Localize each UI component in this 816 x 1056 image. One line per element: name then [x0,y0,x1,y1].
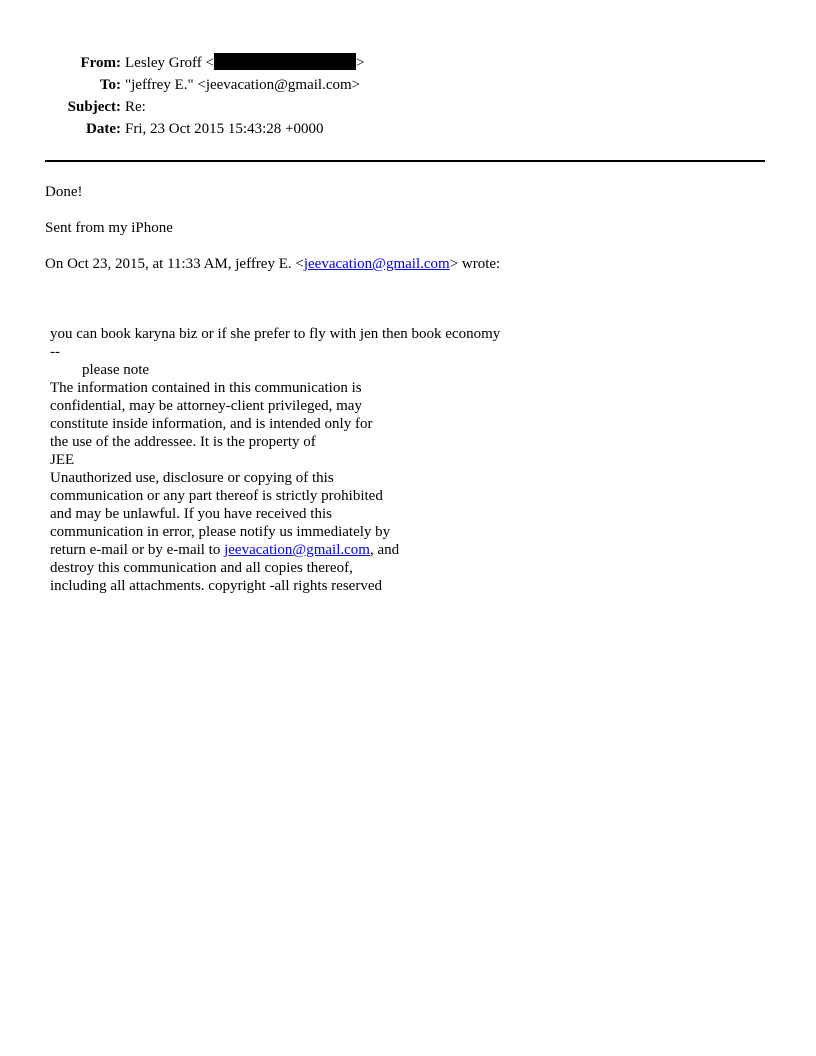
disclaimer-line: communication in error, please notify us immediately by [50,524,391,540]
disclaimer-line: and may be unlawful. If you have received this [50,506,332,522]
disclaimer-line: including all attachments. copyright -all rights reserved [50,578,382,594]
subject-label: Subject: [67,99,121,115]
disclaimer-line: The information contained in this communication is [50,380,362,396]
disclaimer-line: destroy this communication and all copies thereof, [50,560,353,576]
body-line-signature: Sent from my iPhone [45,220,173,236]
please-note: please note [82,362,150,378]
quote-intro [45,255,500,273]
quoted-message [50,325,500,595]
disclaimer-line: Unauthorized use, disclosure or copying of this [50,470,334,486]
subject-value: Re: [125,99,146,115]
disclaimer-return-line [50,541,500,559]
to-label: To: [99,77,121,93]
from-row [0,52,365,74]
disclaimer-line: confidential, may be attorney-client privileged, may [50,398,362,414]
from-value: Lesley Groff < [125,55,214,71]
to-row [0,74,360,96]
to-value: "jeffrey E." <jeevacation@gmail.com> [125,77,361,93]
redacted-email-block [214,53,356,70]
disclaimer-line: the use of the addressee. It is the property of [50,434,316,450]
from-close: > [356,55,365,71]
date-label: Date: [86,121,121,137]
return-prefix: return e-mail or by e-mail to [50,542,225,558]
quote-intro-email-link[interactable]: jeevacation@gmail.com [303,256,450,272]
date-row [0,118,360,140]
disclaimer-line: constitute inside information, and is intended only for [50,416,373,432]
body-line-done: Done! [45,184,83,200]
quote-intro-suffix: > wrote: [449,256,501,272]
date-value: Fri, 23 Oct 2015 15:43:28 +0000 [125,121,324,137]
header-divider [45,160,765,162]
signature-separator: -- [50,344,60,360]
return-suffix: , and [369,542,400,558]
subject-row [0,96,360,118]
disclaimer-line: JEE [50,452,75,468]
from-label: From: [80,55,121,71]
quoted-message-text: you can book karyna biz or if she prefer to fly with jen then book economy [50,326,501,342]
disclaimer-email-link[interactable]: jeevacation@gmail.com [224,542,370,558]
disclaimer-line: communication or any part thereof is strictly prohibited [50,488,383,504]
quote-intro-prefix: On Oct 23, 2015, at 11:33 AM, jeffrey E. < [45,256,304,272]
